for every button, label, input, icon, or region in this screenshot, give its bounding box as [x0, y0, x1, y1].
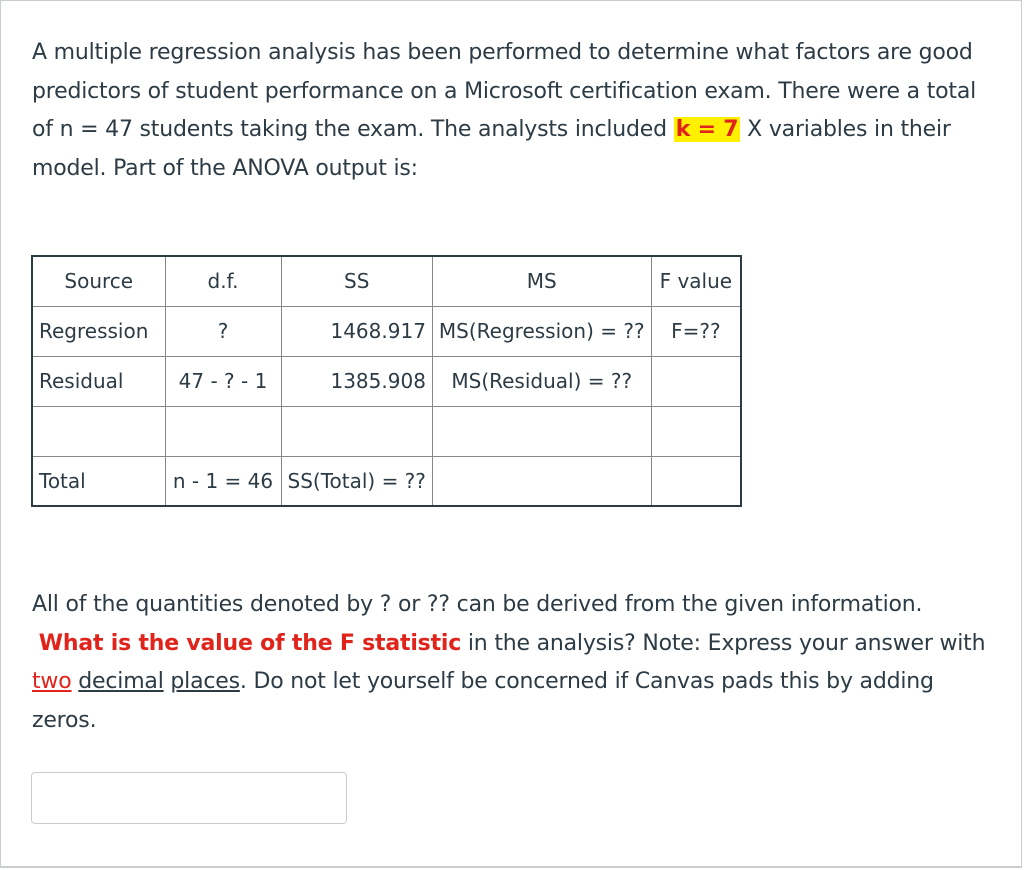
cell-ms: MS(Regression) = ??	[432, 306, 651, 356]
table-row	[32, 306, 741, 356]
word-places: places	[170, 669, 240, 694]
note-text-a: All of the quantities denoted by ? or ?? can be derived from the given information.	[32, 592, 923, 617]
cell-ss: SS(Total) = ??	[281, 456, 432, 506]
question-intro	[32, 34, 1002, 188]
cell-f-value	[651, 356, 741, 406]
cell-f-value	[651, 406, 741, 456]
cell-source: Total	[32, 456, 165, 506]
header-f-value: F value	[651, 256, 741, 306]
cell-ms	[432, 406, 651, 456]
header-ss: SS	[281, 256, 432, 306]
cell-f-value	[651, 456, 741, 506]
cell-ss: 1468.917	[281, 306, 432, 356]
cell-ms: MS(Residual) = ??	[432, 356, 651, 406]
cell-df: n - 1 = 46	[165, 456, 281, 506]
answer-input[interactable]	[31, 772, 347, 824]
anova-table	[31, 255, 742, 507]
table-header-row	[32, 256, 741, 306]
cell-df: ?	[165, 306, 281, 356]
cell-ms	[432, 456, 651, 506]
table-row	[32, 406, 741, 456]
cell-ss	[281, 406, 432, 456]
cell-source: Regression	[32, 306, 165, 356]
k-highlight: k = 7	[675, 117, 739, 142]
ask-text: in the analysis? Note: Express your answer with	[461, 630, 986, 656]
ask-highlight: What is the value of the F statistic	[38, 630, 462, 656]
intro-text-b: X variables in their model. Part of the ANOVA output is:	[32, 117, 951, 181]
cell-df	[165, 406, 281, 456]
cell-source	[32, 406, 165, 456]
word-decimal: decimal	[78, 669, 164, 694]
header-df: d.f.	[165, 256, 281, 306]
header-ms: MS	[432, 256, 651, 306]
table-row	[32, 356, 741, 406]
intro-text-a: A multiple regression analysis has been performed to determine what factors are good predictors of student performance on a Microsoft certification exam. There were a total of n = 47 students taking the exam. The analysts included	[32, 40, 977, 142]
header-source: Source	[32, 256, 165, 306]
word-two: two	[32, 669, 72, 694]
question-prompt	[32, 586, 1002, 740]
cell-ss: 1385.908	[281, 356, 432, 406]
cell-df: 47 - ? - 1	[165, 356, 281, 406]
cell-f-value: F=??	[651, 306, 741, 356]
note-text-b: . Do not let yourself be concerned if Canvas pads this by adding zeros.	[32, 669, 934, 733]
table-row	[32, 456, 741, 506]
cell-source: Residual	[32, 356, 165, 406]
